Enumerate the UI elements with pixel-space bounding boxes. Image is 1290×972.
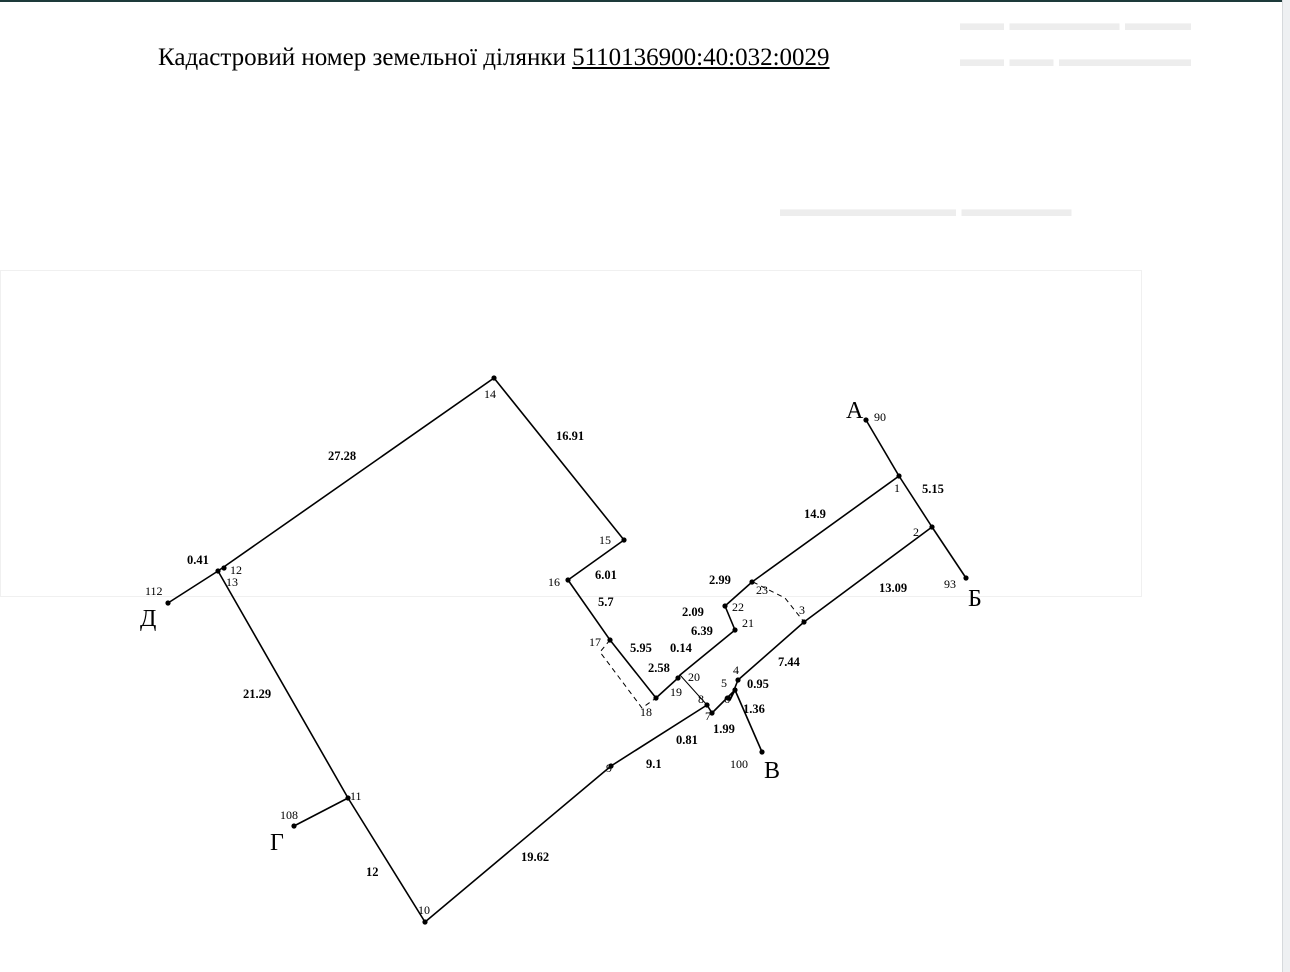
vertex: [896, 473, 901, 478]
vertex: [491, 375, 496, 380]
adjacent-line-b: [932, 527, 966, 578]
adjacent-line-d: [168, 571, 218, 603]
segment-length: 27.28: [328, 449, 357, 463]
segment-length: 5.7: [598, 595, 614, 609]
point-number: 13: [226, 575, 238, 589]
segment-length: 7.44: [778, 655, 800, 669]
segment-length: 2.99: [709, 573, 731, 587]
segment-length: 9.1: [646, 757, 662, 771]
vertex: [722, 603, 727, 608]
vertex: [704, 702, 709, 707]
vertex: [801, 619, 806, 624]
segment-lengths: [187, 429, 944, 879]
segment-length: 14.9: [804, 507, 826, 521]
segment-length: 2.58: [648, 661, 670, 675]
segment-length: 13.09: [879, 581, 908, 595]
point-number: 10: [418, 903, 430, 917]
vertex: [863, 417, 868, 422]
vertex: [735, 677, 740, 682]
point-number: 22: [732, 600, 744, 614]
segment-length: 0.41: [187, 553, 209, 567]
vertex: [221, 565, 226, 570]
segment-length: 5.95: [630, 641, 652, 655]
segment-length: 12: [366, 865, 379, 879]
vertex: [653, 695, 658, 700]
point-number: 100: [730, 757, 748, 771]
segment-length: 1.36: [743, 702, 765, 716]
vertex: [732, 687, 737, 692]
segment-length: 1.99: [713, 722, 735, 736]
adjacent-line-v: [735, 690, 762, 752]
vertex: [929, 524, 934, 529]
point-number: 5: [721, 676, 727, 690]
background-show-through: ▬▬ ▬▬ ▬▬▬▬▬▬: [960, 46, 1191, 71]
vertex: [215, 568, 220, 573]
vertex: [675, 675, 680, 680]
vertex: [165, 600, 170, 605]
corner-letter-b: Б: [968, 586, 982, 612]
corner-letter-d: Д: [140, 606, 157, 632]
corner-letter-a: А: [846, 398, 864, 424]
parcel-boundary: [218, 378, 932, 922]
segment-length: 16.91: [556, 429, 585, 443]
segment-length: 2.09: [682, 605, 704, 619]
segment-length: 0.14: [670, 641, 692, 655]
adjacent-line-a: [866, 420, 899, 476]
segment-length: 6.01: [595, 568, 617, 582]
point-number: 6: [724, 692, 730, 706]
vertex: [621, 537, 626, 542]
point-number: 14: [484, 387, 496, 401]
segment-length: 21.29: [243, 687, 272, 701]
vertex: [291, 823, 296, 828]
vertex: [963, 575, 968, 580]
vertex: [565, 577, 570, 582]
background-show-through: ▬▬ ▬▬▬▬▬ ▬▬▬: [960, 10, 1191, 35]
point-number: 8: [698, 692, 704, 706]
segment-length: 0.81: [676, 733, 698, 747]
corner-letters: [140, 398, 982, 856]
point-number: 21: [742, 616, 754, 630]
point-number: 108: [280, 808, 298, 822]
point-number: 11: [350, 789, 362, 803]
vertex: [749, 579, 754, 584]
segment-length: 19.62: [521, 850, 550, 864]
cadastral-number: 5110136900:40:032:0029: [572, 44, 830, 71]
point-numbers: [145, 387, 956, 917]
point-number: 18: [640, 705, 652, 719]
point-number: 19: [670, 685, 682, 699]
vertex: [422, 919, 427, 924]
point-number: 93: [944, 577, 956, 591]
point-number: 16: [548, 575, 560, 589]
point-number: 17: [589, 635, 601, 649]
background-show-through: ▬▬▬▬▬▬▬▬ ▬▬▬▬▬: [780, 196, 1072, 221]
cadastral-label: Кадастровий номер земельної ділянки: [158, 44, 566, 71]
adjacent-lines: [168, 420, 966, 826]
vertices: [165, 375, 968, 924]
corner-letter-g: Г: [270, 830, 284, 856]
point-number: 15: [599, 533, 611, 547]
adjacent-line-g: [294, 798, 348, 826]
vertex: [607, 637, 612, 642]
vertex: [732, 627, 737, 632]
point-number: 1: [894, 481, 900, 495]
segment-length: 5.15: [922, 482, 944, 496]
point-number: 3: [799, 603, 805, 617]
point-number: 20: [688, 670, 700, 684]
point-number: 90: [874, 410, 886, 424]
vertex: [759, 749, 764, 754]
point-number: 2: [913, 525, 919, 539]
segment-length: 0.95: [747, 677, 769, 691]
point-number: 7: [705, 709, 711, 723]
point-number: 4: [733, 663, 739, 677]
point-number: 23: [756, 583, 768, 597]
point-number: 9: [606, 761, 612, 775]
corner-letter-v: В: [764, 758, 781, 784]
segment-length: 6.39: [691, 624, 713, 638]
point-number: 112: [145, 584, 163, 598]
point-number: 12: [230, 563, 242, 577]
